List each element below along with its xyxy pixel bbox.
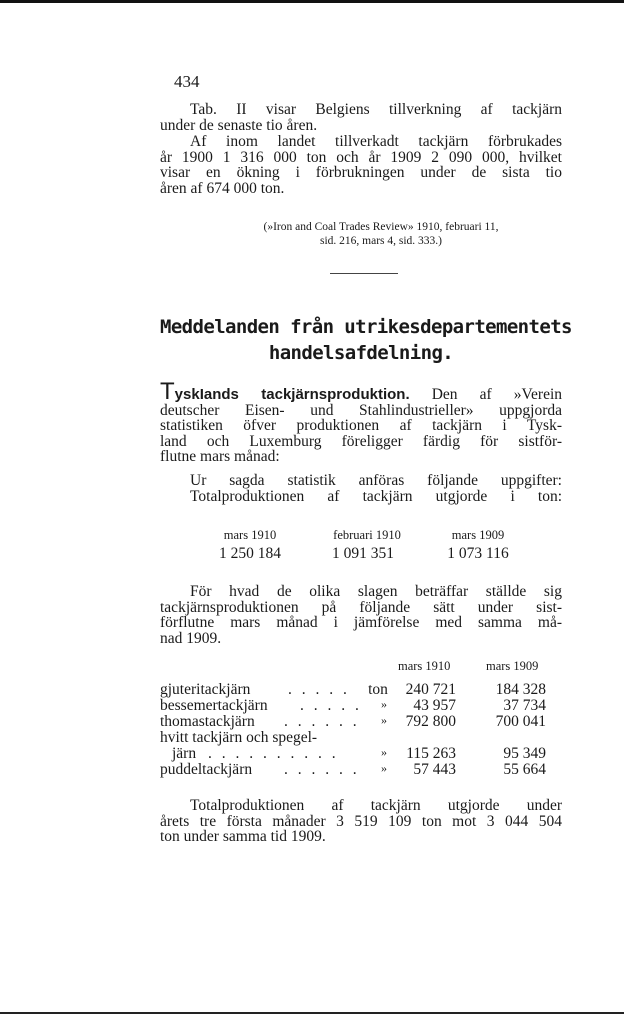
unit: » [381, 713, 387, 727]
closing-paragraph [160, 798, 562, 845]
text-line: Totalproduktionen af tackjärn utgjorde under [190, 797, 562, 814]
table-header: mars 1909 [486, 659, 539, 673]
text-line: förflutne mars månad i jämförelse med samma må- [160, 614, 562, 631]
table-value: 1 091 351 [332, 545, 394, 562]
value-1910: 240 721 [405, 681, 456, 698]
unit: » [381, 761, 387, 775]
intro-paragraph-2 [160, 134, 562, 196]
citation-line: (»Iron and Coal Trades Review» 1910, februari 11, [263, 221, 499, 233]
text-line: under de senaste tio åren. [160, 116, 318, 134]
table-header: februari 1910 [333, 528, 401, 542]
value-1909: 700 041 [495, 713, 546, 730]
text-line: statistiken öfver produktionen af tackjärn i Tysk- [160, 417, 562, 434]
section-divider [330, 273, 398, 274]
text-line: år 1900 1 316 000 ton och år 1909 2 090 000, hvilket [160, 148, 562, 166]
leader-dots: . . . . . . . . . . [208, 745, 339, 762]
table-value: 1 250 184 [219, 545, 281, 562]
leader-dots: . . . . . [288, 681, 350, 698]
type-name: bessemertackjärn [160, 697, 268, 714]
text-line: Tab. II visar Belgiens tillverkning af tackjärn [190, 101, 562, 118]
value-1909: 55 664 [503, 761, 546, 778]
citation-line: sid. 216, mars 4, sid. 333.) [319, 235, 443, 247]
leader-dots: . . . . . [300, 697, 362, 714]
paragraph-3 [160, 584, 562, 646]
table-row [160, 713, 562, 730]
type-name: puddeltackjärn [160, 761, 253, 778]
text-line: årets tre första månader 3 519 109 ton mot 3 044 504 [160, 812, 562, 830]
text-line: visar en ökning i förbrukningen under de sista tio [160, 164, 562, 181]
text-line: Ur sagda statistik anföras följande uppgifter: [190, 472, 562, 489]
value-1909: 184 328 [495, 681, 546, 698]
intro-paragraph-1 [160, 102, 562, 133]
article-title-line [160, 378, 563, 405]
heading-line: Meddelanden från utrikesdepartementets [160, 316, 572, 338]
text-line: deutscher Eisen- und Stahlindustrieller» uppgjorda [160, 401, 562, 419]
unit: » [381, 745, 387, 759]
text-line: nad 1909. [160, 629, 222, 647]
value-1910: 115 263 [406, 745, 456, 762]
table-row [160, 697, 562, 714]
value-1910: 57 443 [413, 761, 456, 778]
text-line: För hvad de olika slagen beträffar ställde sig [190, 583, 562, 600]
leader-dots: . . . . . . [284, 761, 360, 778]
unit: » [381, 697, 387, 711]
table-value: 1 073 116 [447, 545, 509, 562]
value-1909: 95 349 [503, 745, 546, 762]
table-row [160, 729, 562, 746]
bottom-border-line [0, 1012, 624, 1014]
table-row [160, 681, 562, 698]
text-line: Totalproduktionen af tackjärn utgjorde i ton: [190, 487, 562, 505]
table-header: mars 1910 [398, 659, 451, 673]
leader-dots: . . . . . . [284, 713, 360, 730]
unit: ton [368, 681, 388, 698]
value-1909: 37 734 [503, 697, 546, 714]
text-line: åren af 674 000 ton. [160, 179, 285, 197]
text-line: land och Luxemburg föreligger färdig för sistför- [160, 432, 562, 450]
type-name: järn [172, 745, 197, 762]
type-name: hvitt tackjärn och spegel- [160, 729, 318, 746]
type-name: gjuteritackjärn [160, 681, 251, 698]
text-line: Af inom landet tillverkadt tackjärn förbrukades [190, 133, 562, 150]
citation [216, 220, 546, 248]
top-border-line [0, 0, 624, 3]
drop-cap: T [160, 378, 175, 405]
text-line: tackjärnsproduktionen på följande sätt under sist- [160, 598, 562, 616]
article-paragraph-2 [160, 473, 562, 504]
value-1910: 792 800 [405, 713, 456, 730]
text-line: flutne mars månad: [160, 448, 280, 465]
table-header: mars 1910 [223, 528, 277, 542]
article-title: yskIands tackjärnsproduktion. [174, 386, 410, 403]
table-header: mars 1909 [451, 528, 505, 542]
text-fragment: Den af »Verein [409, 386, 563, 403]
page-number: 434 [174, 72, 200, 91]
heading-line: handelsafdelning. [268, 342, 454, 364]
section-heading [160, 314, 572, 366]
text-line: ton under samma tid 1909. [160, 828, 326, 845]
table-row [160, 761, 562, 778]
type-name: thomastackjärn [160, 713, 255, 730]
article-paragraph-1 [160, 378, 563, 465]
value-1910: 43 957 [413, 697, 456, 714]
table-row [160, 745, 562, 762]
